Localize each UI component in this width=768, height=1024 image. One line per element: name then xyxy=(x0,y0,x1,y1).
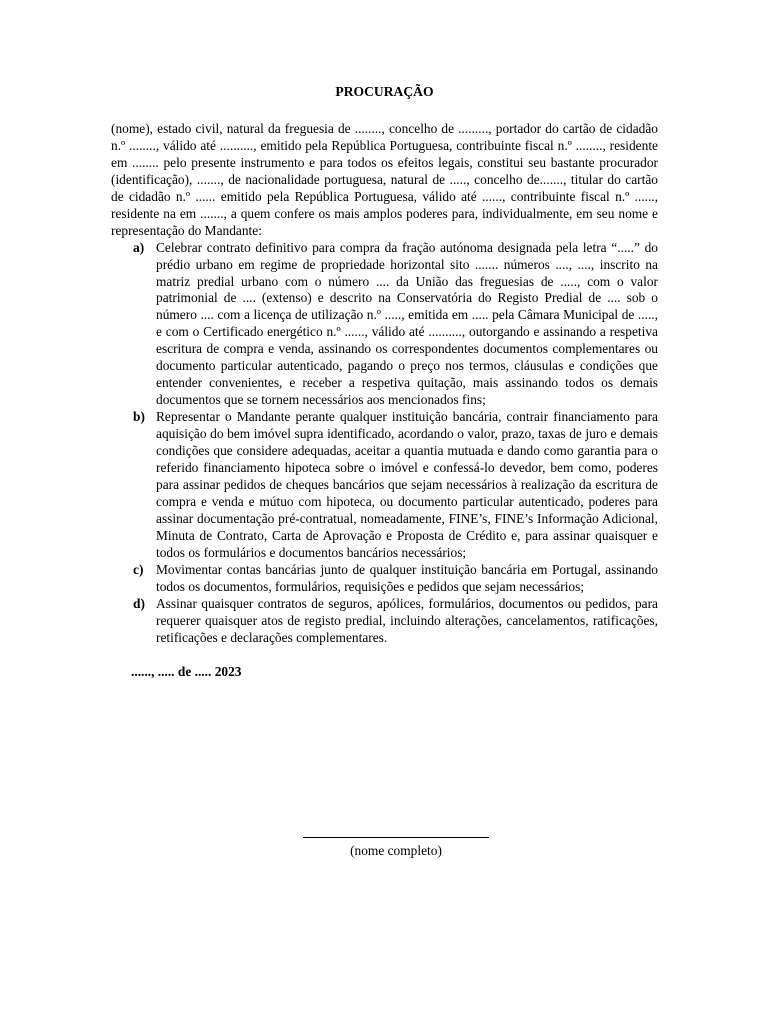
list-item-text: Representar o Mandante perante qualquer instituição bancária, contrair financiamento para aquisição do bem imóvel supra identificado, acordando o valor, prazo, taxas de juro e demais condições que considere adequadas, aceitar a quantia mutuada e dando como garantia para o referido financiamento hipoteca sobre o imóvel e confessá-lo devedor, bem como, poderes para assinar pedidos de cheques bancários que sejam necessários à realização da escritura de compra e venda e mútuo com hipoteca, ou documento particular autenticado, poderes para assinar documentação pré-contratual, nomeadamente, FINE’s, FINE’s Informação Adicional, Minuta de Contrato, Carta de Aprovação e Proposta de Crédito e, para assinar quaisquer e todos os formulários e documentos bancários necessários; xyxy=(156,409,658,560)
intro-paragraph: (nome), estado civil, natural da freguesia de ........, concelho de ........., portador do cartão de cidadão n.º ........, válido até .........., emitido pela República Portuguesa, contribuinte fiscal n.º ........, residente em ........ pelo presente instrumento e para todos os efeitos legais, constitui seu bastante procurador (identificação), ......., de nacionalidade portuguesa, natural de ....., concelho de......., titular do cartão de cidadão n.º ...... emitido pela República Portuguesa, válido até ......, contribuinte fiscal n.º ......, residente na em ......., a quem confere os mais amplos poderes para, individualmente, em seu nome e representação do Mandante: xyxy=(111,120,658,238)
signature-label: (nome completo) xyxy=(350,843,442,858)
powers-list xyxy=(111,240,658,647)
list-marker: c) xyxy=(133,561,144,577)
list-item xyxy=(111,596,658,647)
list-item xyxy=(111,240,658,410)
list-marker: b) xyxy=(133,409,145,425)
signature-block xyxy=(303,837,489,859)
list-marker: d) xyxy=(133,595,145,611)
list-item-text: Movimentar contas bancárias junto de qualquer instituição bancária em Portugal, assinando todos os documentos, formulários, requisições e pedidos que sejam necessários; xyxy=(156,561,658,594)
list-item xyxy=(111,562,658,596)
list-marker: a) xyxy=(133,239,145,255)
signature-line xyxy=(303,837,489,838)
list-item-text: Celebrar contrato definitivo para compra da fração autónoma designada pela letra “.....” do prédio urbano em regime de propriedade horizontal sito ....... números ...., ...., inscrito na matriz predial urbano com o número .... da União das freguesias de ....., com o valor patrimonial de .... (extenso) e descrito na Conservatória do Registo Predial de .... sob o número .... com a licença de utilização n.º ....., emitida em ..... pela Câmara Municipal de ....., e com o Certificado energético n.º ......, válido até .........., outorgando e assinando a respetiva escritura de compra e venda, assinando os correspondentes documentos complementares ou documento particular autenticado, pagando o preço nos termos, cláusulas e condições que entender convenientes, e receber a respetiva quitação, mais assinando todos os demais documentos que se tornem necessários aos mencionados fins; xyxy=(156,239,658,408)
document-title: PROCURAÇÃO xyxy=(335,84,434,99)
list-item-text: Assinar quaisquer contratos de seguros, apólices, formulários, documentos ou pedidos, para requerer quaisquer atos de registo predial, incluindo alterações, cancelamentos, ratificações, retificações e declarações complementares. xyxy=(156,595,658,645)
document-body xyxy=(111,84,658,680)
date-line: ......, ..... de ..... 2023 xyxy=(131,663,242,679)
list-item xyxy=(111,409,658,562)
